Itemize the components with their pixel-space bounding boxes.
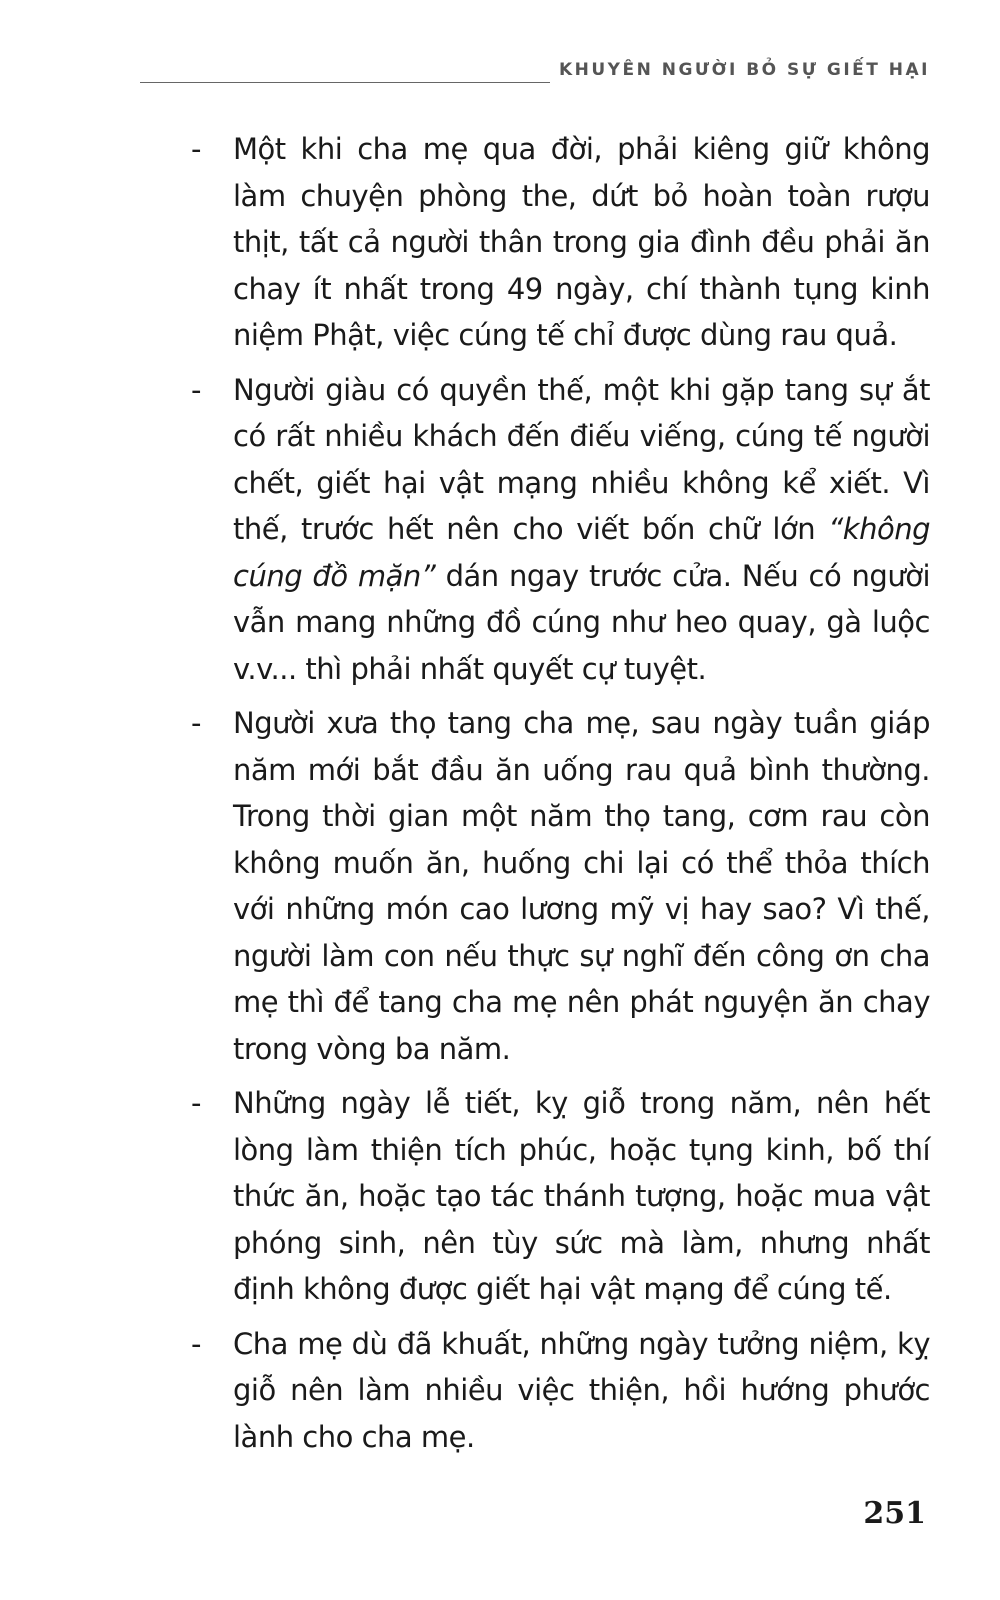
text-after-emphasis: dán ngay trước cửa. Nếu có người vẫn mang những đồ cúng như heo quay, gà luộc v.v... thì phải nhất quyết cự tuyệt.	[233, 558, 930, 686]
list-item-text: Một khi cha mẹ qua đời, phải kiêng giữ không làm chuyện phòng the, dứt bỏ hoàn toàn rượu thịt, tất cả người thân trong gia đình đều phải ăn chay ít nhất trong 49 ngày, chí thành tụng kinh niệm Phật, việc cúng tế chỉ được dùng rau quả.	[233, 132, 930, 352]
bullet-dash: -	[191, 1326, 201, 1361]
running-header	[140, 60, 930, 90]
bullet-dash: -	[191, 132, 201, 166]
list-item-text	[233, 373, 930, 686]
list-item-text: Những ngày lễ tiết, kỵ giỗ trong năm, nên hết lòng làm thiện tích phúc, hoặc tụng kinh, bố thí thức ăn, hoặc tạo tác thánh tượng, hoặc mua vật phóng sinh, nên tùy sức mà làm, nhưng nhất định không được giết hại vật mạng để cúng tế.	[233, 1086, 930, 1306]
header-title: KHUYÊN NGƯỜI BỎ SỰ GIẾT HẠI	[558, 60, 930, 80]
list-item	[185, 1080, 930, 1313]
bullet-dash: -	[191, 372, 201, 407]
bullet-dash: -	[191, 706, 201, 740]
list-item	[185, 126, 930, 359]
list-item	[185, 1321, 930, 1461]
list-item-text: Người xưa thọ tang cha mẹ, sau ngày tuần giáp năm mới bắt đầu ăn uống rau quả bình thường. Trong thời gian một năm thọ tang, cơm rau còn không muốn ăn, huống chi lại có thể thỏa thích với những món cao lương mỹ vị hay sao? Vì thế, người làm con nếu thực sự nghĩ đến công ơn cha mẹ thì để tang cha mẹ nên phát nguyện ăn chay trong vòng ba năm.	[233, 706, 930, 1066]
page-body	[185, 126, 930, 1468]
emphasis-text: “không cúng đồ mặn”	[233, 512, 930, 593]
list-item-text: Cha mẹ dù đã khuất, những ngày tưởng niệm, kỵ giỗ nên làm nhiều việc thiện, hồi hướng phước lành cho cha mẹ.	[233, 1326, 930, 1454]
text-before-emphasis: Người giàu có quyền thế, một khi gặp tang sự ắt có rất nhiều khách đến điếu viếng, cúng tế người chết, giết hại vật mạng nhiều không kể xiết. Vì thế, trước hết nên cho viết bốn chữ lớn	[233, 372, 930, 546]
list-item	[185, 367, 930, 693]
list-item	[185, 700, 930, 1072]
header-rule	[140, 82, 550, 83]
bullet-dash: -	[191, 1086, 201, 1120]
page-number: 251	[863, 1496, 926, 1531]
